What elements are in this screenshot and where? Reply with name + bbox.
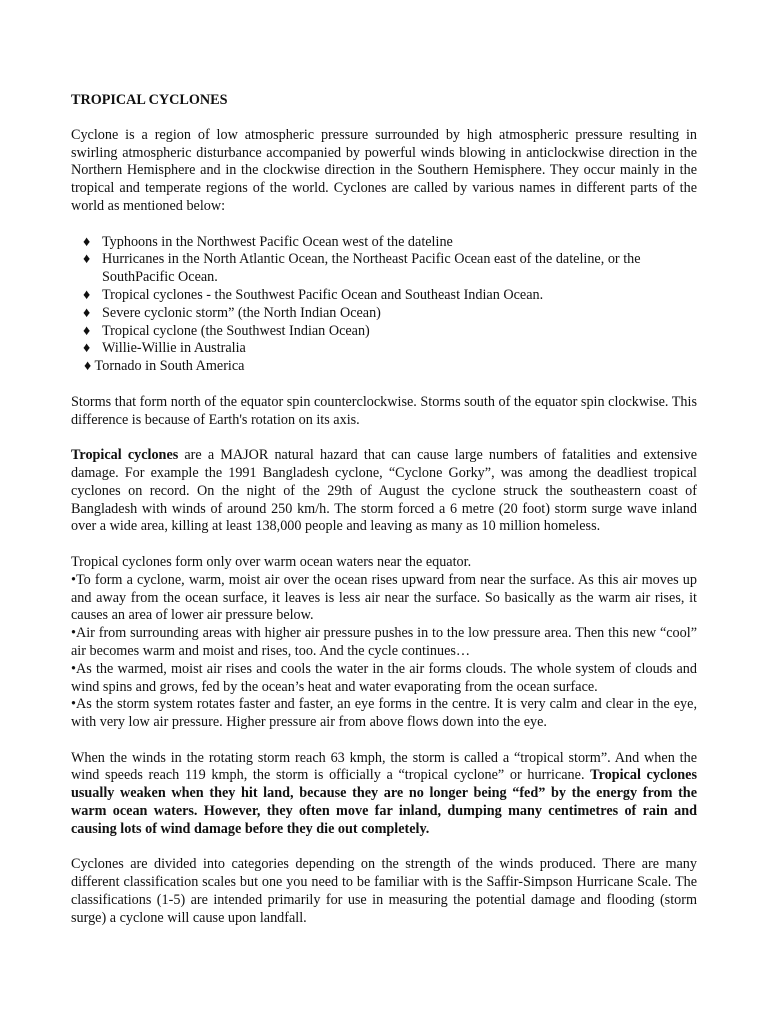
diamond-bullet-icon: ♦ [83,322,91,339]
list-item-text: Hurricanes in the North Atlantic Ocean, the Northeast Pacific Ocean east of the dateline, or the SouthPacific Ocean. [102,251,641,286]
diamond-bullet-icon: ♦ [83,304,91,321]
document-page [71,92,697,928]
paragraph-gap [71,839,697,857]
list-item-text: Tornado in South America [94,358,245,375]
rotation-paragraph: Storms that form north of the equator spin counterclockwise. Storms south of the equator spin clockwise. This difference is because of Earth's rotation on its axis. [71,393,697,428]
diamond-bullet-icon: ♦ [83,340,91,357]
list-item-text: Severe cyclonic storm” (the North Indian Ocean) [102,304,381,321]
list-item-text: Willie-Willie in Australia [102,340,246,357]
formation-point: •As the storm system rotates faster and faster, an eye forms in the centre. It is very calm and clear in the eye, with very low air pressure. Higher pressure air from above flows down into the eye. [71,696,697,731]
list-item-text: Typhoons in the Northwest Pacific Ocean west of the dateline [102,233,453,250]
list-item [71,340,697,358]
hazard-paragraph [71,447,697,536]
formation-intro: Tropical cyclones form only over warm ocean waters near the equator. [71,553,472,570]
formation-point: •Air from surrounding areas with higher air pressure pushes in to the low pressure area. Then this new “cool” air becomes warm and moist and rises, too. And the cycle continues… [71,625,697,659]
diamond-bullet-icon: ♦ [83,286,91,303]
list-item [71,323,697,341]
intro-paragraph: Cyclone is a region of low atmospheric pressure surrounded by high atmospheric pressure resulting in swirling atmospheric disturbance accompanied by powerful winds blowing in anticlockwise direction in the Northern Hemisphere and in the clockwise direction in the Southern Hemisphere. They occur mainly in the tropical and temperate regions of the world. Cyclones are called by various names in different parts of the world as mentioned below: [71,126,697,214]
winds-plain-text: When the winds in the rotating storm reach 63 kmph, the storm is called a “tropical storm”. And when the wind speeds reach 119 kmph, the storm is officially a “tropical cyclone” or hurricane. [71,749,697,784]
diamond-bullet-icon: ♦ [83,251,91,268]
formation-point: •As the warmed, moist air rises and cools the water in the air forms clouds. The whole system of clouds and wind spins and grows, fed by the ocean’s heat and water evaporating from the ocean surface. [71,660,697,695]
list-item [71,305,697,323]
paragraph-gap [71,429,697,447]
list-item [71,287,697,305]
cyclone-names-list [71,234,697,376]
list-item [71,234,697,252]
diamond-bullet-icon: ♦ [83,233,91,250]
winds-paragraph [71,750,697,839]
list-item [71,251,697,287]
paragraph-gap [71,732,697,750]
list-item [71,358,697,376]
paragraph-gap [71,536,697,554]
list-item-text: Tropical cyclones - the Southwest Pacific Ocean and Southeast Indian Ocean. [102,286,544,303]
paragraph-gap [71,216,697,234]
document-title: TROPICAL CYCLONES [71,92,228,108]
diamond-bullet-icon: ♦ [84,358,92,375]
formation-point: •To form a cyclone, warm, moist air over the ocean rises upward from near the surface. As this air moves up and away from the ocean surface, it leaves is less air near the surface. So basically as the warm air rises, it causes an area of lower air pressure below. [71,571,697,624]
winds-bold-text: Tropical cyclones usually weaken when they hit land, because they are no longer being “fed” by the energy from the warm ocean waters. However, they often move far inland, dumping many centimetres of rain and causing lots of wind damage before they die out completely. [71,767,697,837]
categories-paragraph: Cyclones are divided into categories depending on the strength of the winds produced. There are many different classification scales but one you need to be familiar with is the Saffir-Simpson Hurricane Scale. The classifications (1-5) are intended primarily for use in measuring the potential damage and flooding (storm surge) a cyclone will cause upon landfall. [71,856,697,926]
hazard-lead-text: Tropical cyclones [71,447,179,464]
hazard-body-text: are a MAJOR natural hazard that can cause large numbers of fatalities and extensive damage. For example the 1991 Bangladesh cyclone, “Cyclone Gorky”, was among the deadliest tropical cyclones on record. On the night of the 29th of August the cyclone struck the southeastern coast of Bangladesh with winds of around 250 km/h. The storm forced a 6 metre (20 foot) storm surge wave inland over a wide area, killing at least 138,000 people and leaving as many as 10 million homeless. [71,447,697,535]
paragraph-gap [71,376,697,394]
list-item-text: Tropical cyclone (the Southwest Indian Ocean) [102,322,370,339]
